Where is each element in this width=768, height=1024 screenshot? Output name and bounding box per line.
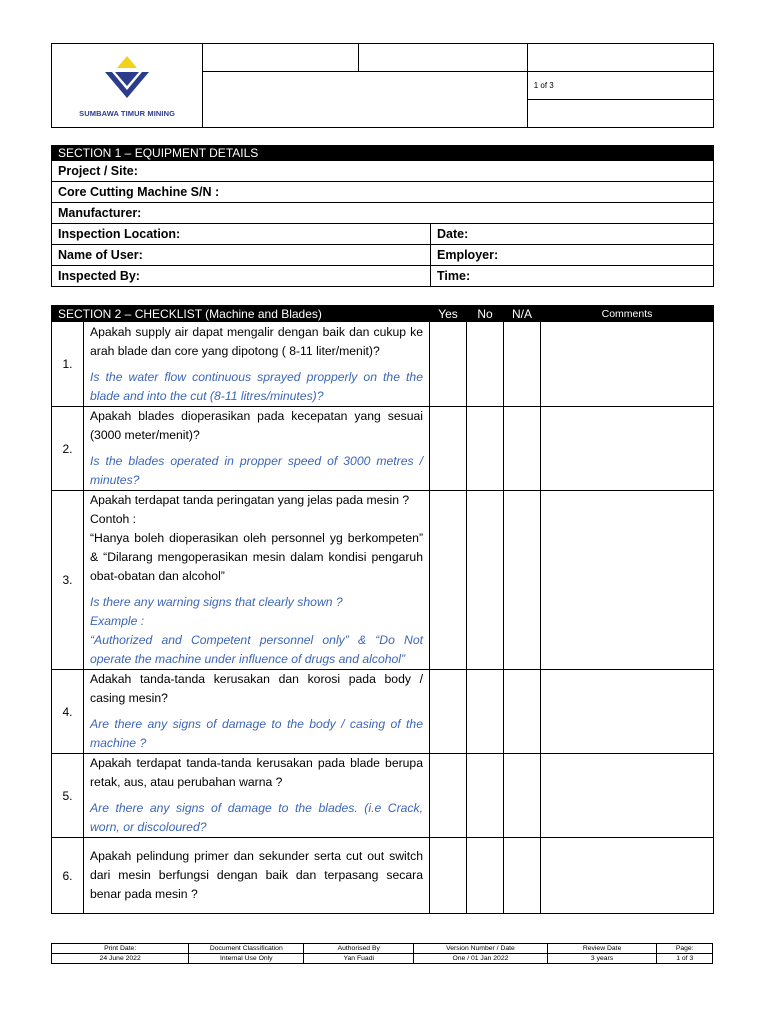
- question-english: Is the blades operated in propper speed of 3000 metres / minutes?: [90, 454, 423, 487]
- comments-cell[interactable]: [541, 838, 714, 914]
- footer-header: Document Classification: [189, 944, 304, 954]
- time-field[interactable]: Time:: [431, 266, 714, 287]
- no-checkbox-cell[interactable]: [467, 491, 504, 670]
- question-cell: [84, 670, 430, 754]
- checklist-row: [52, 491, 714, 670]
- question-indonesian: Apakah pelindung primer dan sekunder serta cut out switch dari mesin berfungsi dengan baik dan terpasang secara benar pada mesin ?: [90, 849, 423, 901]
- question-indonesian: Apakah terdapat tanda peringatan yang jelas pada mesin ?: [90, 493, 410, 507]
- checklist-row: [52, 838, 714, 914]
- question-cell: [84, 407, 430, 491]
- page-label: 1 of 3: [527, 72, 713, 100]
- col-na-header: N/A: [504, 306, 541, 322]
- question-indonesian: Adakah tanda-tanda kerusakan dan korosi pada body / casing mesin?: [90, 672, 423, 705]
- question-english: Are there any signs of damage to the blades. (i.e Crack, worn, or discoloured?: [90, 801, 423, 834]
- footer-header: Version Number / Date: [414, 944, 547, 954]
- company-logo: [52, 44, 203, 128]
- comments-cell[interactable]: [541, 670, 714, 754]
- question-indonesian: Apakah terdapat tanda-tanda kerusakan pada blade berupa retak, aus, atau perubahan warna ?: [90, 756, 423, 789]
- checklist-row: [52, 322, 714, 407]
- item-number: 1.: [52, 322, 84, 407]
- question-indonesian: Apakah blades dioperasikan pada kecepatan yang sesuai (3000 meter/menit)?: [90, 409, 423, 442]
- no-checkbox-cell[interactable]: [467, 838, 504, 914]
- no-checkbox-cell[interactable]: [467, 754, 504, 838]
- question-cell: [84, 754, 430, 838]
- yes-checkbox-cell[interactable]: [430, 670, 467, 754]
- item-number: 2.: [52, 407, 84, 491]
- item-number: 3.: [52, 491, 84, 670]
- document-header: [51, 43, 714, 128]
- question-cell: [84, 838, 430, 914]
- footer-value: 3 years: [547, 954, 657, 964]
- col-yes-header: Yes: [430, 306, 467, 322]
- header-cell: [527, 100, 713, 128]
- inspection-location-field[interactable]: Inspection Location:: [52, 224, 431, 245]
- checklist-row: [52, 754, 714, 838]
- checklist-row: [52, 670, 714, 754]
- footer-value: One / 01 Jan 2022: [414, 954, 547, 964]
- logo-text: SUMBAWA TIMUR MINING: [79, 108, 176, 118]
- question-cell: [84, 491, 430, 670]
- checklist-table: [51, 305, 714, 914]
- serial-number-field[interactable]: Core Cutting Machine S/N :: [52, 182, 714, 203]
- question-english: Example :: [90, 614, 145, 628]
- item-number: 6.: [52, 838, 84, 914]
- question-english: Is there any warning signs that clearly shown ?: [90, 595, 343, 609]
- comments-cell[interactable]: [541, 407, 714, 491]
- yes-checkbox-cell[interactable]: [430, 407, 467, 491]
- comments-cell[interactable]: [541, 491, 714, 670]
- question-indonesian: “Hanya boleh dioperasikan oleh personnel yg berkompeten” & “Dilarang mengoperasikan mesin dalam kondisi pengaruh obat-obatan dan alcohol”: [90, 531, 423, 583]
- yes-checkbox-cell[interactable]: [430, 754, 467, 838]
- footer-header: Authorised By: [304, 944, 414, 954]
- footer-header: Page:: [657, 944, 713, 954]
- question-cell: [84, 322, 430, 407]
- section1-title: SECTION 1 – EQUIPMENT DETAILS: [52, 146, 714, 161]
- footer-value: 24 June 2022: [52, 954, 189, 964]
- header-cell: [359, 44, 527, 72]
- manufacturer-field[interactable]: Manufacturer:: [52, 203, 714, 224]
- question-indonesian: Apakah supply air dapat mengalir dengan baik dan cukup ke arah blade dan core yang dipotong ( 8-11 liter/menit)?: [90, 324, 423, 358]
- question-english: Are there any signs of damage to the body / casing of the machine ?: [90, 717, 423, 750]
- question-indonesian: Contoh :: [90, 512, 137, 526]
- yes-checkbox-cell[interactable]: [430, 322, 467, 407]
- na-checkbox-cell[interactable]: [504, 670, 541, 754]
- col-comments-header: Comments: [541, 306, 714, 322]
- footer-value: Internal Use Only: [189, 954, 304, 964]
- logo-diamond-icon: [87, 54, 167, 104]
- na-checkbox-cell[interactable]: [504, 754, 541, 838]
- footer-value: Yan Fuadi: [304, 954, 414, 964]
- equipment-details-table: [51, 145, 714, 287]
- date-field[interactable]: Date:: [431, 224, 714, 245]
- project-site-field[interactable]: Project / Site:: [52, 161, 714, 182]
- no-checkbox-cell[interactable]: [467, 407, 504, 491]
- footer-header: Review Date: [547, 944, 657, 954]
- header-cell: [203, 44, 359, 72]
- yes-checkbox-cell[interactable]: [430, 491, 467, 670]
- footer-value: 1 of 3: [657, 954, 713, 964]
- footer-header: Print Date:: [52, 944, 189, 954]
- na-checkbox-cell[interactable]: [504, 407, 541, 491]
- item-number: 4.: [52, 670, 84, 754]
- question-english: “Authorized and Competent personnel only” & “Do Not operate the machine under influence of drugs and alcohol”: [90, 633, 423, 666]
- comments-cell[interactable]: [541, 322, 714, 407]
- na-checkbox-cell[interactable]: [504, 322, 541, 407]
- item-number: 5.: [52, 754, 84, 838]
- checklist-row: [52, 407, 714, 491]
- header-cell: [527, 44, 713, 72]
- no-checkbox-cell[interactable]: [467, 322, 504, 407]
- name-of-user-field[interactable]: Name of User:: [52, 245, 431, 266]
- employer-field[interactable]: Employer:: [431, 245, 714, 266]
- section2-title: SECTION 2 – CHECKLIST (Machine and Blades): [52, 306, 430, 322]
- header-cell: [203, 72, 527, 128]
- col-no-header: No: [467, 306, 504, 322]
- no-checkbox-cell[interactable]: [467, 670, 504, 754]
- comments-cell[interactable]: [541, 754, 714, 838]
- na-checkbox-cell[interactable]: [504, 838, 541, 914]
- question-english: Is the water flow continuous sprayed propperly on the the blade and into the cut (8-11 litres/minutes)?: [90, 369, 423, 403]
- na-checkbox-cell[interactable]: [504, 491, 541, 670]
- document-footer: [51, 943, 713, 964]
- yes-checkbox-cell[interactable]: [430, 838, 467, 914]
- inspected-by-field[interactable]: Inspected By:: [52, 266, 431, 287]
